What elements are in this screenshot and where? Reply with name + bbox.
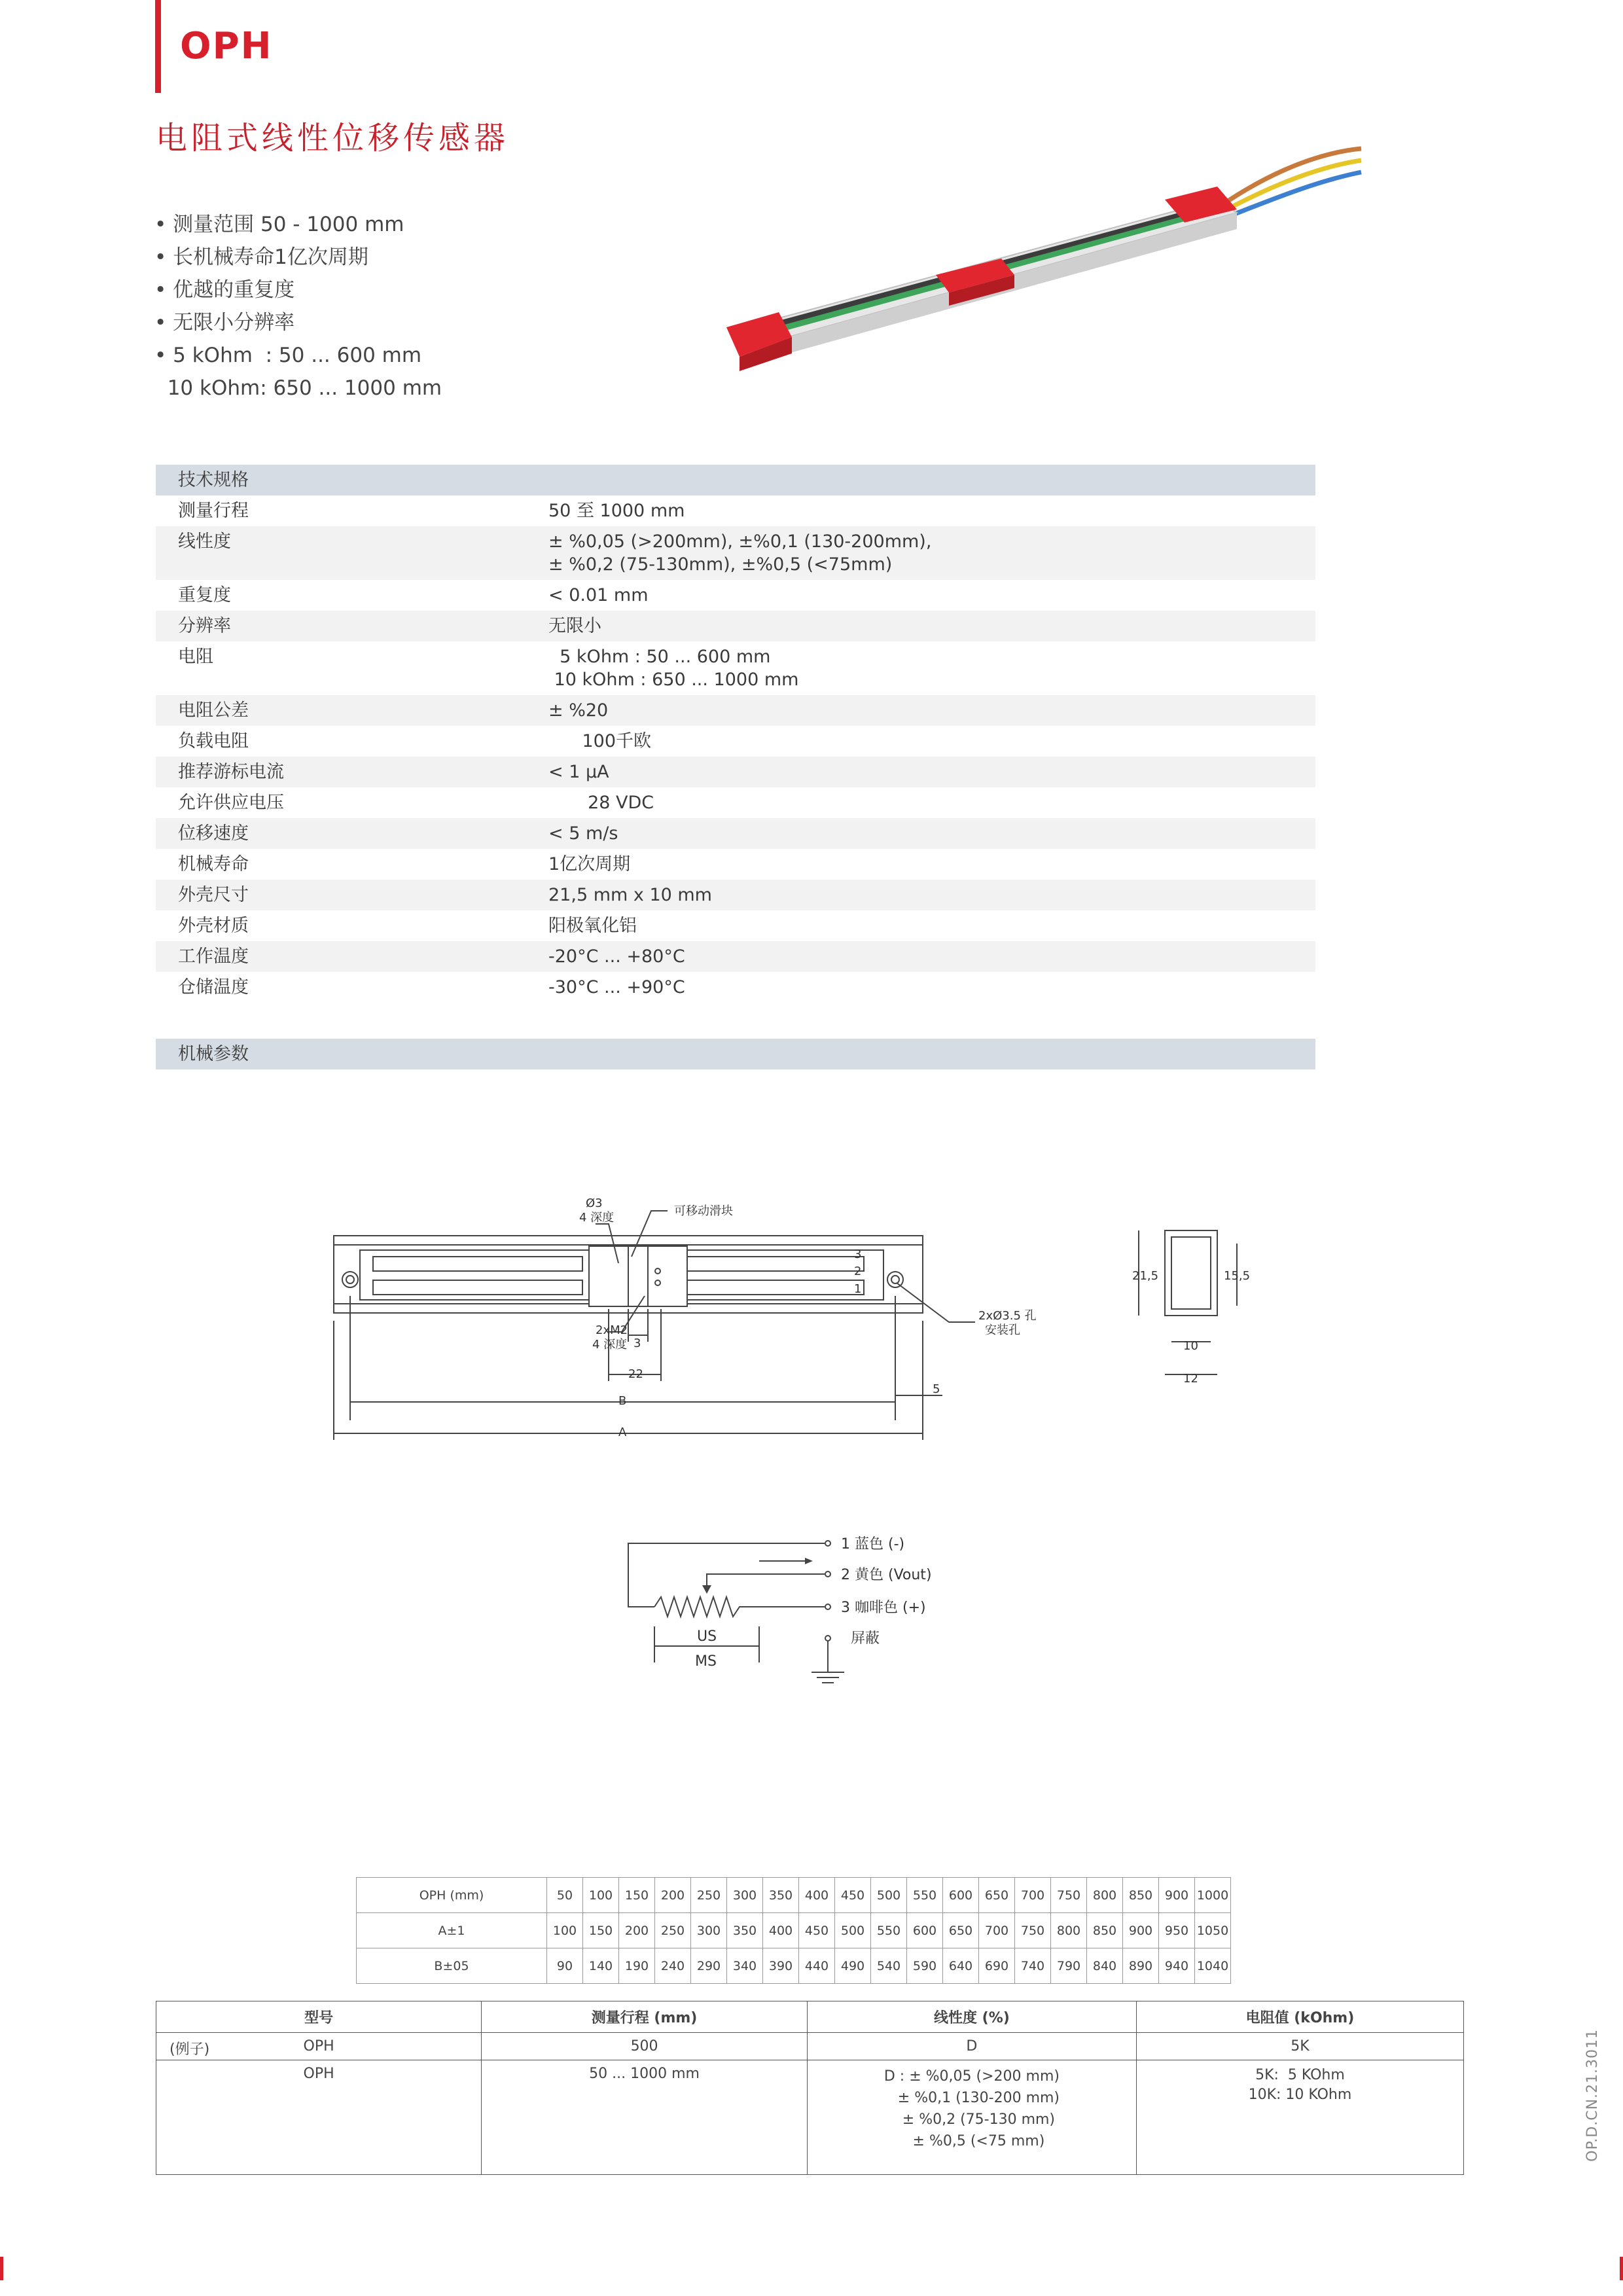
order-options-linearity: D : ± %0,05 (>200 mm) ± %0,1 (130-200 mm) ± %0,2 (75-130 mm) ± %0,5 (<75 mm) <box>807 2060 1136 2175</box>
crop-mark-right <box>1620 2257 1623 2280</box>
length-cell: 550 <box>871 1913 907 1948</box>
ms-label: MS <box>695 1653 717 1670</box>
spec-row <box>156 849 1315 880</box>
spec-label: 工作温度 <box>178 946 249 967</box>
spec-value: < 5 m/s <box>548 823 618 844</box>
spec-row <box>156 910 1315 941</box>
spec-value: < 1 µA <box>548 762 609 782</box>
length-cell: 440 <box>799 1948 835 1984</box>
spec-label: 电阻 <box>178 647 213 667</box>
spec-row <box>156 818 1315 849</box>
spec-row <box>156 880 1315 910</box>
length-cell: 400 <box>763 1913 799 1948</box>
pin-label-1: 1 <box>854 1282 862 1296</box>
side-height-2: 15,5 <box>1224 1269 1251 1283</box>
spec-label: 机械寿命 <box>178 854 249 874</box>
length-cell: 650 <box>943 1913 979 1948</box>
length-cell: 1040 <box>1195 1948 1231 1984</box>
us-label: US <box>697 1628 717 1645</box>
spec-label: 重复度 <box>178 585 231 605</box>
length-cell: 50 <box>547 1878 583 1913</box>
length-cell: 600 <box>943 1878 979 1913</box>
spec-row <box>156 580 1315 611</box>
spec-row <box>156 787 1315 818</box>
feature-item: • 长机械寿命1亿次周期 <box>154 245 368 269</box>
pin-label-3: 3 <box>854 1247 862 1261</box>
spec-value: -30°C ... +90°C <box>548 977 685 997</box>
length-row-head: B±05 <box>357 1948 547 1984</box>
spec-row <box>156 611 1315 641</box>
wire-2-label: 2 黄色 (Vout) <box>841 1567 932 1583</box>
length-cell: 190 <box>619 1948 655 1984</box>
length-row-head: A±1 <box>357 1913 547 1948</box>
length-cell: 490 <box>835 1948 871 1984</box>
length-cell: 100 <box>583 1878 619 1913</box>
feature-item: 10 kOhm: 650 ... 1000 mm <box>154 376 442 400</box>
order-header-range: 测量行程 (mm) <box>482 2001 808 2033</box>
order-example-row <box>156 2033 1464 2060</box>
length-cell: 1050 <box>1195 1913 1231 1948</box>
spec-row <box>156 757 1315 787</box>
spec-label: 允许供应电压 <box>178 793 284 813</box>
length-table <box>356 1877 1231 1984</box>
length-cell: 900 <box>1159 1878 1195 1913</box>
spec-label: 推荐游标电流 <box>178 762 284 782</box>
mount-label: 2xØ3.5 孔 <box>978 1309 1037 1323</box>
length-cell: 800 <box>1051 1913 1087 1948</box>
mechanical-drawing <box>321 1185 1270 1460</box>
order-options-row <box>156 2060 1464 2175</box>
spec-value: 21,5 mm x 10 mm <box>548 885 712 905</box>
spec-row <box>156 941 1315 972</box>
length-cell: 450 <box>835 1878 871 1913</box>
hole-label: Ø3 <box>586 1196 603 1210</box>
feature-item: • 无限小分辨率 <box>154 311 295 334</box>
length-cell: 700 <box>1015 1878 1051 1913</box>
order-example-resistance: 5K <box>1136 2033 1463 2060</box>
example-model: OPH <box>303 2038 334 2054</box>
spec-value: 50 至 1000 mm <box>548 501 685 521</box>
length-cell: 390 <box>763 1948 799 1984</box>
length-cell: 840 <box>1087 1948 1123 1984</box>
order-table <box>156 2001 1464 2175</box>
length-cell: 140 <box>583 1948 619 1984</box>
spec-label: 线性度 <box>178 531 231 552</box>
length-cell: 350 <box>727 1913 763 1948</box>
side-width-2: 12 <box>1183 1372 1198 1386</box>
length-cell: 890 <box>1123 1948 1159 1984</box>
length-cell: 300 <box>727 1878 763 1913</box>
wire-1-label: 1 蓝色 (-) <box>841 1536 905 1552</box>
spec-label: 负载电阻 <box>178 731 249 751</box>
product-image <box>720 141 1374 403</box>
dim-3: 3 <box>633 1336 641 1350</box>
length-cell: 590 <box>907 1948 943 1984</box>
length-cell: 450 <box>799 1913 835 1948</box>
length-cell: 900 <box>1123 1913 1159 1948</box>
order-options-range: 50 ... 1000 mm <box>482 2060 808 2175</box>
order-header-row <box>156 2001 1464 2033</box>
thread-label: 2xM2 <box>596 1323 628 1337</box>
length-cell: 650 <box>979 1878 1015 1913</box>
length-cell: 850 <box>1087 1913 1123 1948</box>
length-cell: 240 <box>655 1948 691 1984</box>
spec-row <box>156 972 1315 1003</box>
wiring-diagram <box>589 1512 1047 1689</box>
length-cell: 740 <box>1015 1948 1051 1984</box>
feature-list <box>154 208 442 404</box>
order-options-resistance: 5K: 5 KOhm 10K: 10 KOhm <box>1136 2060 1463 2175</box>
length-cell: 550 <box>907 1878 943 1913</box>
length-cell: 400 <box>799 1878 835 1913</box>
feature-item: • 5 kOhm : 50 ... 600 mm <box>154 344 422 367</box>
length-cell: 500 <box>835 1913 871 1948</box>
length-cell: 350 <box>763 1878 799 1913</box>
length-cell: 700 <box>979 1913 1015 1948</box>
spec-header <box>156 465 1315 495</box>
dim-a: A <box>618 1426 627 1439</box>
order-options-model: OPH <box>156 2060 482 2175</box>
length-cell: 290 <box>691 1948 727 1984</box>
length-cell: 340 <box>727 1948 763 1984</box>
slider-label: 可移动滑块 <box>674 1204 733 1218</box>
length-cell: 250 <box>691 1878 727 1913</box>
hole-depth: 4 深度 <box>579 1211 615 1225</box>
length-cell: 1000 <box>1195 1878 1231 1913</box>
side-width-1: 10 <box>1183 1339 1198 1353</box>
order-example-linearity: D <box>807 2033 1136 2060</box>
spec-value: -20°C ... +80°C <box>548 946 685 967</box>
spec-value: ± %20 <box>548 700 609 721</box>
length-table-row <box>357 1913 1231 1948</box>
side-height-1: 21,5 <box>1132 1269 1159 1283</box>
length-cell: 200 <box>619 1913 655 1948</box>
length-cell: 640 <box>943 1948 979 1984</box>
mount-sub: 安装孔 <box>985 1323 1020 1337</box>
length-cell: 750 <box>1051 1878 1087 1913</box>
length-cell: 540 <box>871 1948 907 1984</box>
dim-22: 22 <box>628 1367 643 1381</box>
spec-value: 无限小 <box>548 616 601 636</box>
feature-item: • 测量范围 50 - 1000 mm <box>154 213 404 236</box>
spec-label: 电阻公差 <box>178 700 249 721</box>
shield-label: 屏蔽 <box>851 1630 880 1647</box>
example-prefix: (例子) <box>169 2041 210 2058</box>
spec-label: 外壳尺寸 <box>178 885 249 905</box>
spec-row <box>156 726 1315 757</box>
mech-section-header: 机械参数 <box>156 1039 1315 1069</box>
spec-value: 5 kOhm : 50 ... 600 mm 10 kOhm : 650 ... 1000 mm <box>554 647 799 690</box>
dim-5: 5 <box>933 1382 940 1396</box>
spec-value: 28 VDC <box>548 793 654 813</box>
length-table-row <box>357 1948 1231 1984</box>
spec-value: ± %0,05 (>200mm), ±%0,1 (130-200mm), ± %0,2 (75-130mm), ±%0,5 (<75mm) <box>548 531 932 575</box>
length-cell: 850 <box>1123 1878 1159 1913</box>
spec-label: 仓储温度 <box>178 977 249 997</box>
header-accent-bar <box>155 0 161 93</box>
length-cell: 790 <box>1051 1948 1087 1984</box>
length-cell: 950 <box>1159 1913 1195 1948</box>
spec-row <box>156 641 1315 695</box>
thread-depth: 4 深度 <box>592 1338 628 1352</box>
spec-label: 位移速度 <box>178 823 249 844</box>
length-row-head: OPH (mm) <box>357 1878 547 1913</box>
spec-value: < 0.01 mm <box>548 585 649 605</box>
spec-label: 分辨率 <box>178 616 231 636</box>
length-cell: 690 <box>979 1948 1015 1984</box>
spec-row <box>156 526 1315 580</box>
length-cell: 150 <box>619 1878 655 1913</box>
length-cell: 600 <box>907 1913 943 1948</box>
feature-item: • 优越的重复度 <box>154 278 295 302</box>
spec-value: 阳极氧化铝 <box>548 916 637 936</box>
length-cell: 200 <box>655 1878 691 1913</box>
length-cell: 250 <box>655 1913 691 1948</box>
order-header-model: 型号 <box>156 2001 482 2033</box>
length-cell: 800 <box>1087 1878 1123 1913</box>
length-cell: 940 <box>1159 1948 1195 1984</box>
brand-title: OPH <box>180 25 273 67</box>
spec-label: 外壳材质 <box>178 916 249 936</box>
length-cell: 500 <box>871 1878 907 1913</box>
length-cell: 300 <box>691 1913 727 1948</box>
order-example-model <box>156 2033 482 2060</box>
length-cell: 100 <box>547 1913 583 1948</box>
spec-value: 1亿次周期 <box>548 854 631 874</box>
order-example-range: 500 <box>482 2033 808 2060</box>
dim-b: B <box>618 1394 627 1408</box>
pin-label-2: 2 <box>854 1265 862 1278</box>
length-cell: 750 <box>1015 1913 1051 1948</box>
page-subtitle: 电阻式线性位移传感器 <box>156 120 510 156</box>
length-cell: 90 <box>547 1948 583 1984</box>
order-header-resistance: 电阻值 (kOhm) <box>1136 2001 1463 2033</box>
spec-row <box>156 695 1315 726</box>
spec-value: 100千欧 <box>548 731 652 751</box>
spec-table <box>156 465 1315 1003</box>
crop-mark-left <box>0 2257 3 2280</box>
order-header-linearity: 线性度 (%) <box>807 2001 1136 2033</box>
length-table-row <box>357 1878 1231 1913</box>
wire-3-label: 3 咖啡色 (+) <box>841 1600 926 1616</box>
document-code: OP.D.CN.21.3011 <box>1584 2029 1601 2162</box>
length-cell: 150 <box>583 1913 619 1948</box>
spec-title: 技术规格 <box>178 470 249 490</box>
spec-row <box>156 495 1315 526</box>
spec-label: 测量行程 <box>178 501 249 521</box>
